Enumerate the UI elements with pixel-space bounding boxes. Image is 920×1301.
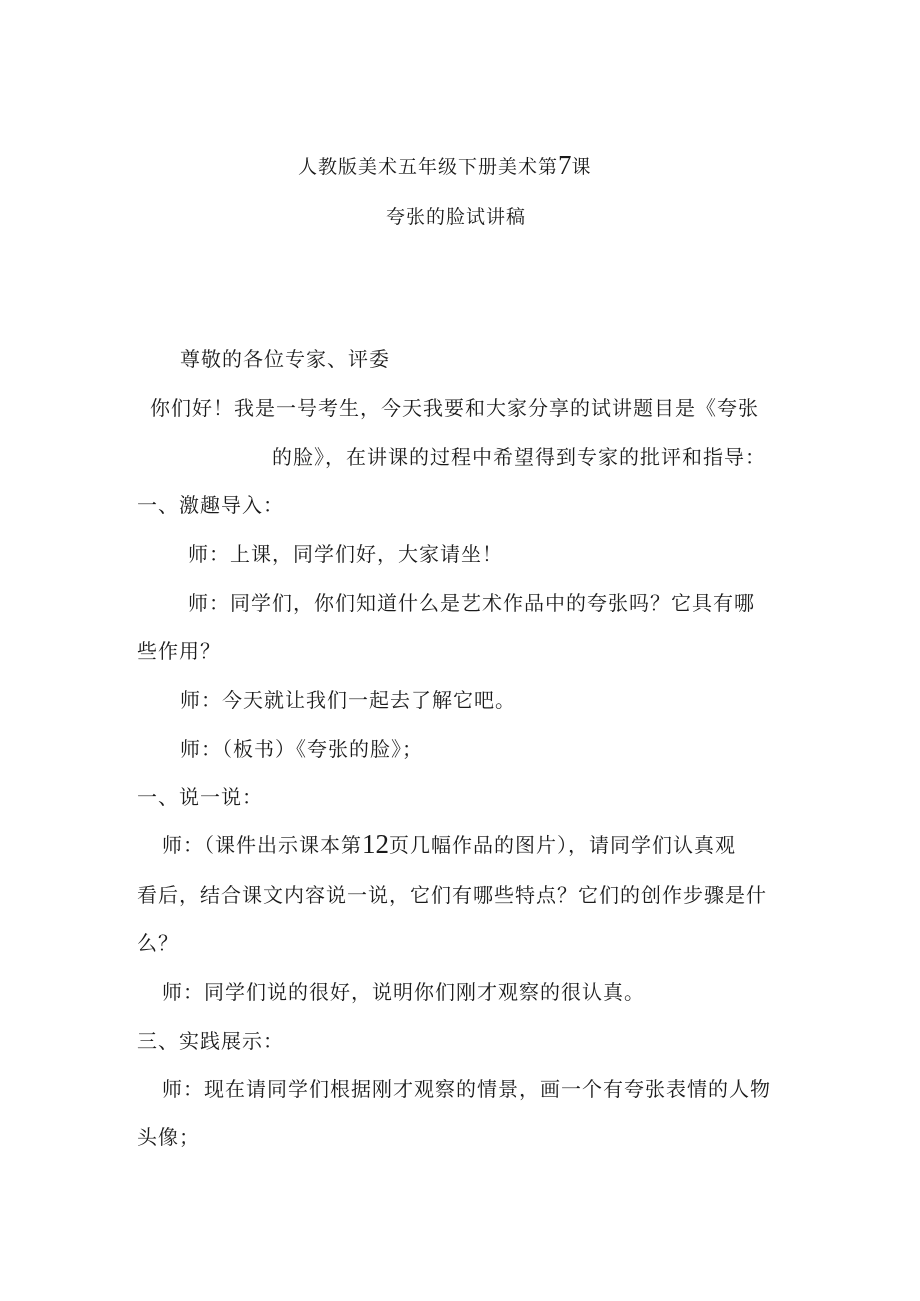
section-2-line-4: 师：同学们说的很好，说明你们刚才观察的很认真。 xyxy=(162,980,645,1004)
greeting: 尊敬的各位专家、评委 xyxy=(180,347,390,371)
title-prefix: 人教版美术五年级下册美术第 xyxy=(298,156,559,178)
section-heading-3: 三、实践展示： xyxy=(137,1029,284,1053)
section-heading-2: 一、说一说： xyxy=(137,785,263,809)
title-suffix: 课 xyxy=(571,156,592,178)
section-2-line-1-suffix: 页几幅作品的图片），请同学们认真观 xyxy=(389,833,736,857)
section-1-line-3: 些作用？ xyxy=(137,639,221,663)
section-3-line-2: 头像； xyxy=(137,1125,200,1149)
document-subtitle: 夸张的脸试讲稿 xyxy=(386,206,527,228)
section-1-line-5: 师：（板书）《夸张的脸》； xyxy=(180,737,423,761)
title-lesson-number: 7 xyxy=(558,150,572,180)
section-1-line-2: 师：同学们，你们知道什么是艺术作品中的夸张吗？它具有哪 xyxy=(188,591,755,615)
section-1-line-4: 师：今天就让我们一起去了解它吧。 xyxy=(180,688,516,712)
intro-line-1: 你们好！我是一号考生，今天我要和大家分享的试讲题目是《夸张 xyxy=(150,396,759,420)
section-2-line-1 xyxy=(162,831,736,858)
section-heading-1: 一、激趣导入： xyxy=(137,493,284,517)
section-2-line-2: 看后，结合课文内容说一说，它们有哪些特点？它们的创作步骤是什 xyxy=(137,883,767,907)
section-1-line-1: 师：上课，同学们好，大家请坐！ xyxy=(188,542,503,566)
document-title xyxy=(298,152,592,180)
intro-line-2: 的脸》，在讲课的过程中希望得到专家的批评和指导： xyxy=(272,445,766,469)
page-number-ref: 12 xyxy=(362,829,389,859)
section-3-line-1: 师：现在请同学们根据刚才观察的情景，画一个有夸张表情的人物 xyxy=(162,1077,771,1101)
section-2-line-1-prefix: 师：（课件出示课本第 xyxy=(162,833,362,857)
section-2-line-3: 么？ xyxy=(137,931,179,955)
